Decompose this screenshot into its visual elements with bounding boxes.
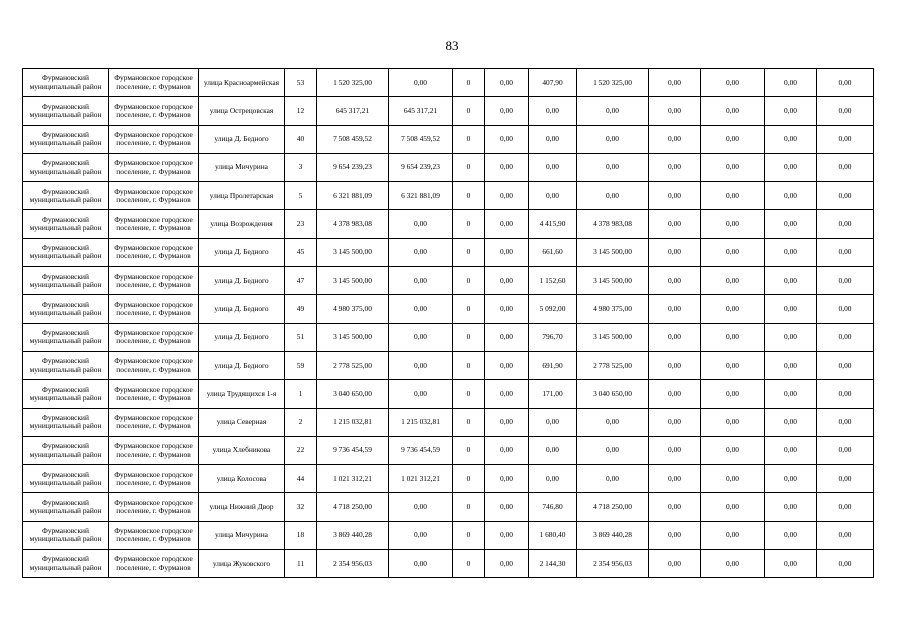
value-cell: 0,00: [701, 238, 765, 266]
total-cost-cell: 6 321 881,09: [317, 182, 389, 210]
value-cell: 0,00: [649, 238, 701, 266]
table-row: [23, 323, 904, 351]
value-cell: 1 021 312,21: [389, 465, 453, 493]
value-cell: 2 778 525,00: [577, 351, 649, 379]
value-cell: 0,00: [765, 408, 817, 436]
street-cell: улица Нижний Двор: [199, 493, 285, 521]
value-cell: 0: [453, 436, 485, 464]
value-cell: 3 145 500,00: [577, 323, 649, 351]
value-cell: 0,00: [389, 69, 453, 97]
total-cost-cell: 9 736 454,59: [317, 436, 389, 464]
value-cell: 0: [453, 238, 485, 266]
value-cell: 0,00: [817, 97, 874, 125]
value-cell: 0,00: [701, 210, 765, 238]
area-cell: 5 092,00: [529, 295, 577, 323]
value-cell: 0,00: [701, 153, 765, 181]
total-cost-cell: 7 508 459,52: [317, 125, 389, 153]
total-cost-cell: 3 145 500,00: [317, 238, 389, 266]
house-number-cell: 32: [285, 493, 317, 521]
value-cell: 0,00: [765, 351, 817, 379]
value-cell: 0,00: [765, 238, 817, 266]
value-cell: 0,00: [701, 550, 765, 578]
district-cell: Фурмановский муниципальный район: [23, 69, 109, 97]
district-cell: Фурмановский муниципальный район: [23, 210, 109, 238]
value-cell: 0,00: [817, 210, 874, 238]
value-cell: 0,00: [701, 436, 765, 464]
value-cell: 0,00: [701, 125, 765, 153]
district-cell: Фурмановский муниципальный район: [23, 267, 109, 295]
table-row: [23, 125, 904, 153]
value-cell: 0,00: [389, 493, 453, 521]
table-row: [23, 380, 904, 408]
value-cell: 0,00: [485, 69, 529, 97]
district-cell: Фурмановский муниципальный район: [23, 465, 109, 493]
value-cell: 0,00: [701, 493, 765, 521]
area-cell: 4 415,90: [529, 210, 577, 238]
total-cost-cell: 2 354 956,03: [317, 550, 389, 578]
area-cell: 171,00: [529, 380, 577, 408]
value-cell: 0,00: [817, 153, 874, 181]
area-cell: 796,70: [529, 323, 577, 351]
settlement-cell: Фурмановское городское поселение, г. Фурманов: [109, 125, 199, 153]
page-number: 83: [445, 38, 459, 53]
total-cost-cell: 3 145 500,00: [317, 323, 389, 351]
value-cell: 9 654 239,23: [389, 153, 453, 181]
value-cell: 0,00: [765, 210, 817, 238]
value-cell: 0,00: [765, 521, 817, 549]
value-cell: 0,00: [765, 153, 817, 181]
value-cell: 0,00: [649, 380, 701, 408]
district-cell: Фурмановский муниципальный район: [23, 295, 109, 323]
value-cell: 0,00: [765, 380, 817, 408]
house-number-cell: 22: [285, 436, 317, 464]
street-cell: улица Северная: [199, 408, 285, 436]
street-cell: улица Д. Бедного: [199, 351, 285, 379]
district-cell: Фурмановский муниципальный район: [23, 351, 109, 379]
value-cell: 3 040 650,00: [577, 380, 649, 408]
value-cell: 0,00: [817, 493, 874, 521]
house-number-cell: 2: [285, 408, 317, 436]
table-row: [23, 210, 904, 238]
district-cell: Фурмановский муниципальный район: [23, 521, 109, 549]
house-number-cell: 47: [285, 267, 317, 295]
value-cell: 0,00: [485, 408, 529, 436]
value-cell: 0,00: [485, 465, 529, 493]
value-cell: 0,00: [817, 295, 874, 323]
value-cell: 0,00: [577, 153, 649, 181]
value-cell: 0,00: [817, 182, 874, 210]
value-cell: 0,00: [765, 69, 817, 97]
total-cost-cell: 9 654 239,23: [317, 153, 389, 181]
value-cell: 0,00: [577, 436, 649, 464]
value-cell: 0: [453, 97, 485, 125]
area-cell: 407,90: [529, 69, 577, 97]
value-cell: 0,00: [817, 380, 874, 408]
value-cell: 0,00: [649, 295, 701, 323]
settlement-cell: Фурмановское городское поселение, г. Фурманов: [109, 465, 199, 493]
value-cell: 0,00: [649, 153, 701, 181]
value-cell: 0,00: [817, 351, 874, 379]
street-cell: улица Трудящихся 1-я: [199, 380, 285, 408]
table-row: [23, 408, 904, 436]
area-cell: 691,90: [529, 351, 577, 379]
total-cost-cell: 4 980 375,00: [317, 295, 389, 323]
value-cell: 0,00: [765, 493, 817, 521]
value-cell: 0: [453, 351, 485, 379]
district-cell: Фурмановский муниципальный район: [23, 125, 109, 153]
value-cell: 0,00: [485, 493, 529, 521]
area-cell: 1 680,40: [529, 521, 577, 549]
table-row: [23, 550, 904, 578]
settlement-cell: Фурмановское городское поселение, г. Фурманов: [109, 380, 199, 408]
settlement-cell: Фурмановское городское поселение, г. Фурманов: [109, 238, 199, 266]
settlement-cell: Фурмановское городское поселение, г. Фурманов: [109, 408, 199, 436]
value-cell: 0,00: [649, 182, 701, 210]
value-cell: 0,00: [649, 521, 701, 549]
value-cell: 0,00: [389, 351, 453, 379]
value-cell: 4 378 983,08: [577, 210, 649, 238]
value-cell: 0,00: [649, 267, 701, 295]
value-cell: 3 869 440,28: [577, 521, 649, 549]
area-cell: 0,00: [529, 182, 577, 210]
house-number-cell: 3: [285, 153, 317, 181]
table-row: [23, 493, 904, 521]
value-cell: 0,00: [485, 267, 529, 295]
value-cell: 0,00: [817, 323, 874, 351]
value-cell: 0,00: [765, 182, 817, 210]
value-cell: 0,00: [649, 408, 701, 436]
street-cell: улица Жуковского: [199, 550, 285, 578]
value-cell: 0,00: [577, 408, 649, 436]
value-cell: 0,00: [817, 465, 874, 493]
value-cell: 0,00: [485, 97, 529, 125]
value-cell: 9 736 454,59: [389, 436, 453, 464]
street-cell: улица Колосова: [199, 465, 285, 493]
area-cell: 746,80: [529, 493, 577, 521]
value-cell: 0: [453, 465, 485, 493]
total-cost-cell: 3 869 440,28: [317, 521, 389, 549]
value-cell: 0: [453, 125, 485, 153]
house-number-cell: 53: [285, 69, 317, 97]
value-cell: 0,00: [765, 125, 817, 153]
value-cell: 0,00: [765, 295, 817, 323]
area-cell: 2 144,30: [529, 550, 577, 578]
street-cell: улица Хлебникова: [199, 436, 285, 464]
value-cell: 0,00: [485, 153, 529, 181]
value-cell: 0,00: [577, 182, 649, 210]
settlement-cell: Фурмановское городское поселение, г. Фурманов: [109, 97, 199, 125]
value-cell: 0,00: [485, 323, 529, 351]
house-number-cell: 1: [285, 380, 317, 408]
district-cell: Фурмановский муниципальный район: [23, 238, 109, 266]
value-cell: 0,00: [577, 97, 649, 125]
value-cell: 0,00: [817, 436, 874, 464]
table-row: [23, 153, 904, 181]
street-cell: улица Д. Бедного: [199, 125, 285, 153]
value-cell: 0,00: [649, 210, 701, 238]
total-cost-cell: 4 378 983,08: [317, 210, 389, 238]
street-cell: улица Острецовская: [199, 97, 285, 125]
street-cell: улица Мичурина: [199, 521, 285, 549]
value-cell: 0,00: [389, 210, 453, 238]
value-cell: 0,00: [701, 69, 765, 97]
total-cost-cell: 1 021 312,21: [317, 465, 389, 493]
value-cell: 0,00: [701, 323, 765, 351]
value-cell: 0,00: [649, 550, 701, 578]
value-cell: 0,00: [701, 465, 765, 493]
settlement-cell: Фурмановское городское поселение, г. Фурманов: [109, 493, 199, 521]
value-cell: 0,00: [577, 125, 649, 153]
value-cell: 0,00: [389, 323, 453, 351]
value-cell: 0,00: [765, 550, 817, 578]
total-cost-cell: 3 145 500,00: [317, 267, 389, 295]
value-cell: 0: [453, 323, 485, 351]
value-cell: 0,00: [389, 521, 453, 549]
settlement-cell: Фурмановское городское поселение, г. Фурманов: [109, 521, 199, 549]
street-cell: улица Мичурина: [199, 153, 285, 181]
house-number-cell: 49: [285, 295, 317, 323]
house-number-cell: 45: [285, 238, 317, 266]
house-number-cell: 40: [285, 125, 317, 153]
table-row: [23, 465, 904, 493]
total-cost-cell: 3 040 650,00: [317, 380, 389, 408]
settlement-cell: Фурмановское городское поселение, г. Фурманов: [109, 210, 199, 238]
area-cell: 0,00: [529, 97, 577, 125]
value-cell: 0,00: [485, 521, 529, 549]
value-cell: 0,00: [701, 97, 765, 125]
area-cell: 661,60: [529, 238, 577, 266]
value-cell: 0,00: [389, 295, 453, 323]
value-cell: 0,00: [485, 238, 529, 266]
value-cell: 7 508 459,52: [389, 125, 453, 153]
value-cell: 0,00: [817, 550, 874, 578]
table-row: [23, 521, 904, 549]
value-cell: 0,00: [701, 521, 765, 549]
value-cell: 0,00: [701, 408, 765, 436]
value-cell: 0,00: [649, 493, 701, 521]
area-cell: 0,00: [529, 465, 577, 493]
table-row: [23, 295, 904, 323]
area-cell: 0,00: [529, 436, 577, 464]
value-cell: 3 145 500,00: [577, 267, 649, 295]
value-cell: 0,00: [649, 97, 701, 125]
district-cell: Фурмановский муниципальный район: [23, 153, 109, 181]
value-cell: 0,00: [389, 380, 453, 408]
value-cell: 0,00: [765, 465, 817, 493]
value-cell: 0,00: [485, 125, 529, 153]
value-cell: 0: [453, 521, 485, 549]
house-number-cell: 18: [285, 521, 317, 549]
value-cell: 0: [453, 493, 485, 521]
street-cell: улица Пролетарская: [199, 182, 285, 210]
value-cell: 1 520 325,00: [577, 69, 649, 97]
table-row: [23, 267, 904, 295]
value-cell: 0: [453, 182, 485, 210]
area-cell: 0,00: [529, 125, 577, 153]
value-cell: 0,00: [649, 436, 701, 464]
registry-table: [22, 68, 904, 578]
district-cell: Фурмановский муниципальный район: [23, 323, 109, 351]
value-cell: 0,00: [701, 380, 765, 408]
value-cell: 0: [453, 380, 485, 408]
street-cell: улица Д. Бедного: [199, 238, 285, 266]
value-cell: 0,00: [817, 521, 874, 549]
value-cell: 0,00: [485, 550, 529, 578]
street-cell: улица Д. Бедного: [199, 323, 285, 351]
value-cell: 0,00: [649, 125, 701, 153]
value-cell: 4 980 375,00: [577, 295, 649, 323]
value-cell: 6 321 881,09: [389, 182, 453, 210]
table-row: [23, 69, 904, 97]
table-row: [23, 97, 904, 125]
house-number-cell: 44: [285, 465, 317, 493]
value-cell: 0,00: [817, 408, 874, 436]
value-cell: 0,00: [485, 380, 529, 408]
total-cost-cell: 2 778 525,00: [317, 351, 389, 379]
value-cell: 0: [453, 267, 485, 295]
value-cell: 0,00: [485, 351, 529, 379]
value-cell: 0,00: [485, 295, 529, 323]
value-cell: 0,00: [701, 295, 765, 323]
total-cost-cell: 645 317,21: [317, 97, 389, 125]
street-cell: улица Д. Бедного: [199, 267, 285, 295]
table-row: [23, 238, 904, 266]
value-cell: 0,00: [817, 69, 874, 97]
value-cell: 0,00: [649, 69, 701, 97]
settlement-cell: Фурмановское городское поселение, г. Фурманов: [109, 323, 199, 351]
value-cell: 2 354 956,03: [577, 550, 649, 578]
value-cell: 0,00: [765, 436, 817, 464]
area-cell: 0,00: [529, 153, 577, 181]
district-cell: Фурмановский муниципальный район: [23, 493, 109, 521]
house-number-cell: 51: [285, 323, 317, 351]
area-cell: 0,00: [529, 408, 577, 436]
settlement-cell: Фурмановское городское поселение, г. Фурманов: [109, 182, 199, 210]
value-cell: 0,00: [389, 238, 453, 266]
value-cell: 0,00: [765, 267, 817, 295]
house-number-cell: 5: [285, 182, 317, 210]
value-cell: 0,00: [701, 351, 765, 379]
value-cell: 0,00: [817, 267, 874, 295]
value-cell: 0,00: [701, 182, 765, 210]
value-cell: 0,00: [649, 465, 701, 493]
value-cell: 0,00: [817, 238, 874, 266]
value-cell: 0,00: [485, 182, 529, 210]
value-cell: 0: [453, 210, 485, 238]
area-cell: 1 152,60: [529, 267, 577, 295]
settlement-cell: Фурмановское городское поселение, г. Фурманов: [109, 436, 199, 464]
value-cell: 3 145 500,00: [577, 238, 649, 266]
house-number-cell: 11: [285, 550, 317, 578]
house-number-cell: 12: [285, 97, 317, 125]
value-cell: 0: [453, 153, 485, 181]
street-cell: улица Красноармейская: [199, 69, 285, 97]
settlement-cell: Фурмановское городское поселение, г. Фурманов: [109, 351, 199, 379]
settlement-cell: Фурмановское городское поселение, г. Фурманов: [109, 550, 199, 578]
table-row: [23, 436, 904, 464]
value-cell: 0,00: [649, 351, 701, 379]
table-row: [23, 351, 904, 379]
value-cell: 0,00: [765, 323, 817, 351]
value-cell: 0: [453, 295, 485, 323]
total-cost-cell: 1 215 032,81: [317, 408, 389, 436]
value-cell: 4 718 250,00: [577, 493, 649, 521]
district-cell: Фурмановский муниципальный район: [23, 380, 109, 408]
value-cell: 0: [453, 408, 485, 436]
value-cell: 0,00: [649, 323, 701, 351]
value-cell: 0,00: [485, 436, 529, 464]
value-cell: 0,00: [389, 267, 453, 295]
settlement-cell: Фурмановское городское поселение, г. Фурманов: [109, 295, 199, 323]
value-cell: 645 317,21: [389, 97, 453, 125]
value-cell: 0,00: [485, 210, 529, 238]
settlement-cell: Фурмановское городское поселение, г. Фурманов: [109, 153, 199, 181]
settlement-cell: Фурмановское городское поселение, г. Фурманов: [109, 267, 199, 295]
value-cell: 0,00: [577, 465, 649, 493]
value-cell: 0: [453, 550, 485, 578]
district-cell: Фурмановский муниципальный район: [23, 550, 109, 578]
street-cell: улица Возрождения: [199, 210, 285, 238]
district-cell: Фурмановский муниципальный район: [23, 97, 109, 125]
district-cell: Фурмановский муниципальный район: [23, 182, 109, 210]
street-cell: улица Д. Бедного: [199, 295, 285, 323]
table-row: [23, 182, 904, 210]
house-number-cell: 59: [285, 351, 317, 379]
value-cell: 0,00: [701, 267, 765, 295]
value-cell: 0,00: [765, 97, 817, 125]
value-cell: 0,00: [817, 125, 874, 153]
value-cell: 0,00: [389, 550, 453, 578]
value-cell: 0: [453, 69, 485, 97]
settlement-cell: Фурмановское городское поселение, г. Фурманов: [109, 69, 199, 97]
district-cell: Фурмановский муниципальный район: [23, 408, 109, 436]
house-number-cell: 23: [285, 210, 317, 238]
district-cell: Фурмановский муниципальный район: [23, 436, 109, 464]
total-cost-cell: 4 718 250,00: [317, 493, 389, 521]
total-cost-cell: 1 520 325,00: [317, 69, 389, 97]
value-cell: 1 215 032,81: [389, 408, 453, 436]
